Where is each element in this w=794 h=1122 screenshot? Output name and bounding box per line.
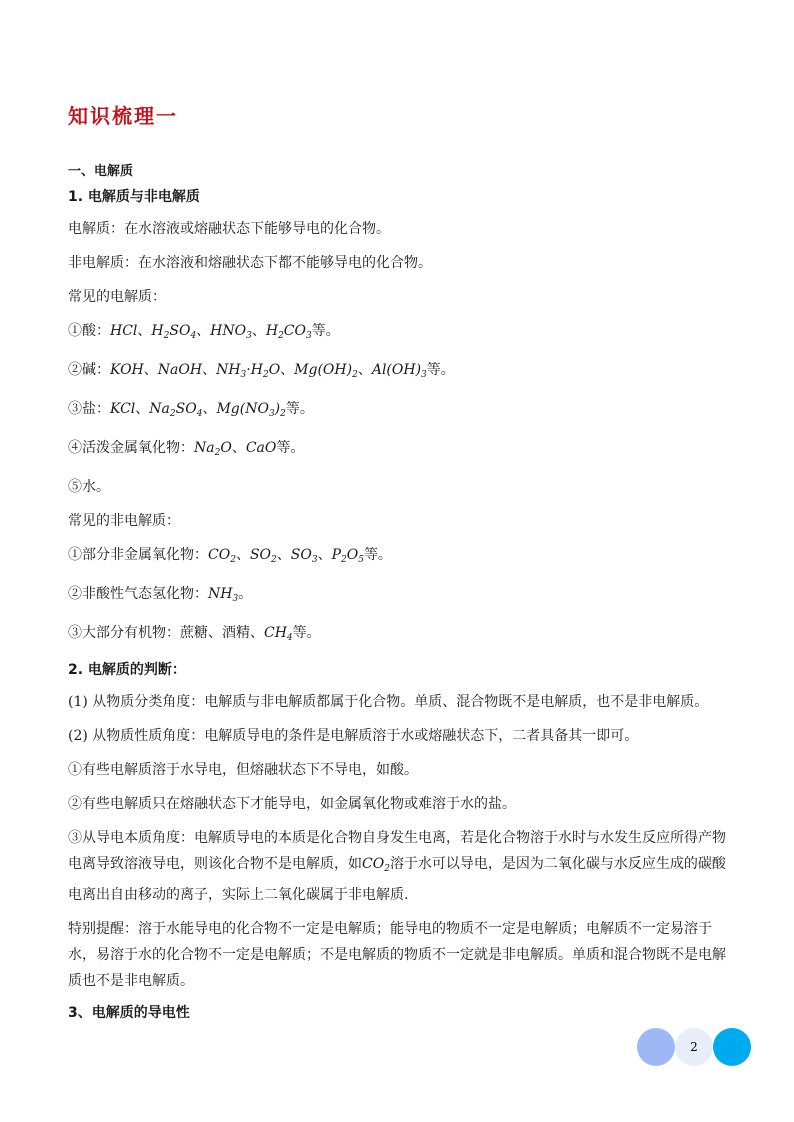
nonelectrolyte-oxides: ①部分非金属氧化物：$CO_2$、$SO_2$、$SO_3$、$P_2O_5$等。 bbox=[68, 547, 392, 565]
electrolyte-bases: ②碱：KOH、NaOH、$NH_3\cdot H_2O$、$Mg(OH)_2$、$Al(OH)_3$等。 bbox=[68, 362, 455, 380]
subheading-conductivity: 3、电解质的导电性 bbox=[68, 1005, 190, 1021]
subheading-judgement: 2. 电解质的判断： bbox=[68, 662, 186, 678]
electrolyte-water: ⑤水。 bbox=[68, 479, 110, 495]
definition-nonelectrolyte: 非电解质：在水溶液和熔融状态下都不能够导电的化合物。 bbox=[68, 255, 432, 271]
electrolyte-oxides: ④活泼金属氧化物：$Na_2O$、CaO等。 bbox=[68, 440, 305, 458]
page-number-badge bbox=[637, 1028, 751, 1066]
nonelectrolyte-hydrides: ②非酸性气态氢化物：$NH_3$。 bbox=[68, 586, 253, 604]
heading-electrolytes: 一、电解质 bbox=[68, 164, 134, 179]
common-nonelectrolytes-label: 常见的非电解质： bbox=[68, 513, 180, 529]
judgement-properties-b: ②有些电解质只在熔融状态下才能导电，如金属氧化物或难溶于水的盐。 bbox=[68, 796, 516, 812]
decor-circle-left bbox=[637, 1028, 675, 1066]
judgement-essence: ③从导电本质角度：电解质导电的本质是化合物自身发生电离，若是化合物溶于水时与水发生反应所得产物电离导致溶液导电，则该化合物不是电解质，如$CO_2$溶于水可以导电，是因为二氧化碳与水反应生成的碳酸电离出自由移动的离子，实际上二氧化碳属于非电解质. bbox=[68, 830, 726, 903]
section-title: 知识梳理一 bbox=[68, 104, 178, 128]
definition-electrolyte: 电解质：在水溶液或熔融状态下能够导电的化合物。 bbox=[68, 221, 390, 237]
judgement-properties-a: ①有些电解质溶于水导电，但熔融状态下不导电，如酸。 bbox=[68, 762, 418, 778]
judgement-properties: (2) 从物质性质角度：电解质导电的条件是电解质溶于水或熔融状态下，二者具备其一即可。 bbox=[68, 728, 639, 744]
electrolyte-salts: ③盐：KCl、$Na_2SO_4$、$Mg(NO_3)_2$等。 bbox=[68, 401, 314, 419]
subheading-electrolyte-vs-non: 1. 电解质与非电解质 bbox=[68, 189, 200, 205]
special-note: 特别提醒：溶于水能导电的化合物不一定是电解质；能导电的物质不一定是电解质；电解质不一定易溶于水，易溶于水的化合物不一定是电解质；不是电解质的物质不一定就是非电解质。单质和混合物既不是电解质也不是非电解质。 bbox=[68, 921, 726, 989]
common-electrolytes-label: 常见的电解质： bbox=[68, 289, 166, 305]
judgement-classification: (1) 从物质分类角度：电解质与非电解质都属于化合物。单质、混合物既不是电解质，也不是非电解质。 bbox=[68, 694, 709, 710]
content-body bbox=[68, 162, 730, 1032]
page-number: 2 bbox=[690, 1040, 698, 1054]
nonelectrolyte-organics: ③大部分有机物：蔗糖、酒精、$CH_4$等。 bbox=[68, 625, 321, 643]
electrolyte-acids: ①酸：HCl、$H_2SO_4$、$HNO_3$、$H_2CO_3$等。 bbox=[68, 323, 340, 341]
decor-circle-right bbox=[713, 1028, 751, 1066]
